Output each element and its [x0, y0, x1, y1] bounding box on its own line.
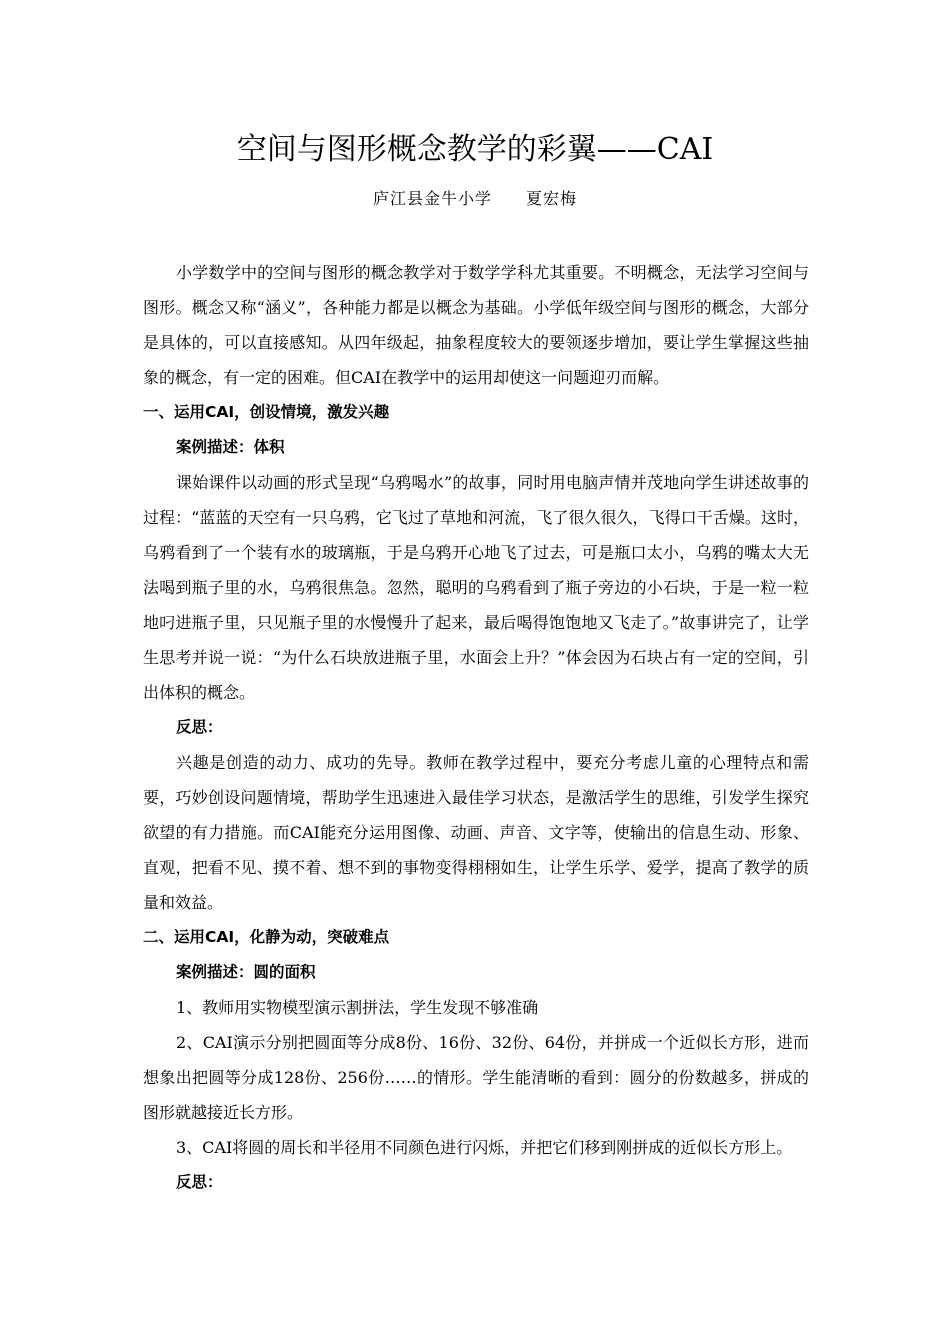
case-paragraph-1: 课始课件以动画的形式呈现“乌鸦喝水”的故事，同时用电脑声情并茂地向学生讲述故事的过程：“蓝蓝的天空有一只乌鸦，它飞过了草地和河流，飞了很久很久，飞得口干舌燥。这时，乌鸦看到了一个装有水的玻璃瓶，于是乌鸦开心地飞了过去，可是瓶口太小，乌鸦的嘴太大无法喝到瓶子里的水，乌鸦很焦急。忽然，聪明的乌鸦看到了瓶子旁边的小石块，于是一粒一粒地叼进瓶子里，只见瓶子里的水慢慢升了起来，最后喝得饱饱地又飞走了。”故事讲完了，让学生思考并说一说：“为什么石块放进瓶子里，水面会上升？”体会因为石块占有一定的空间，引出体积的概念。	[143, 473, 809, 702]
author-name: 夏宏梅	[526, 189, 578, 208]
document-title: 空间与图形概念教学的彩翼——CAI	[236, 132, 714, 167]
reflection-label-2: 反思：	[176, 1173, 223, 1191]
list-item-3: 3、CAI将圆的周长和半径用不同颜色进行闪烁，并把它们移到刚拼成的近似长方形上。	[176, 1138, 793, 1157]
document-body	[143, 255, 809, 1200]
reflection-paragraph-1: 兴趣是创造的动力、成功的先导。教师在教学过程中，要充分考虑儿童的心理特点和需要，巧妙创设问题情境，帮助学生迅速进入最佳学习状态，是激活学生的思维，引发学生探究欲望的有力措施。而CAI能充分运用图像、动画、声音、文字等，使输出的信息生动、形象、直观，把看不见、摸不着、想不到的事物变得栩栩如生，让学生乐学、爱学，提高了教学的质量和效益。	[143, 753, 809, 912]
author-school: 庐江县金牛小学	[372, 189, 492, 208]
reflection-label-1: 反思：	[176, 718, 223, 736]
case-label-1: 案例描述：体积	[176, 438, 285, 456]
case-label-2: 案例描述：圆的面积	[176, 963, 316, 981]
section-heading-1: 一、运用CAI，创设情境，激发兴趣	[143, 403, 390, 421]
intro-paragraph: 小学数学中的空间与图形的概念教学对于数学学科尤其重要。不明概念，无法学习空间与图形。概念又称“涵义”，各种能力都是以概念为基础。小学低年级空间与图形的概念，大部分是具体的，可以直接感知。从四年级起，抽象程度较大的要领逐步增加，要让学生掌握这些抽象的概念，有一定的困难。但CAI在教学中的运用却使这一问题迎刃而解。	[143, 263, 809, 387]
list-item-2: 2、CAI演示分别把圆面等分成8份、16份、32份、64份，并拼成一个近似长方形，进而想象出把圆等分成128份、256份……的情形。学生能清晰的看到：圆分的份数越多，拼成的图形就越接近长方形。	[143, 1033, 809, 1122]
author-line	[0, 188, 950, 210]
section-heading-2: 二、运用CAI，化静为动，突破难点	[143, 928, 390, 946]
list-item-1: 1、教师用实物模型演示割拼法，学生发现不够准确	[176, 998, 539, 1017]
